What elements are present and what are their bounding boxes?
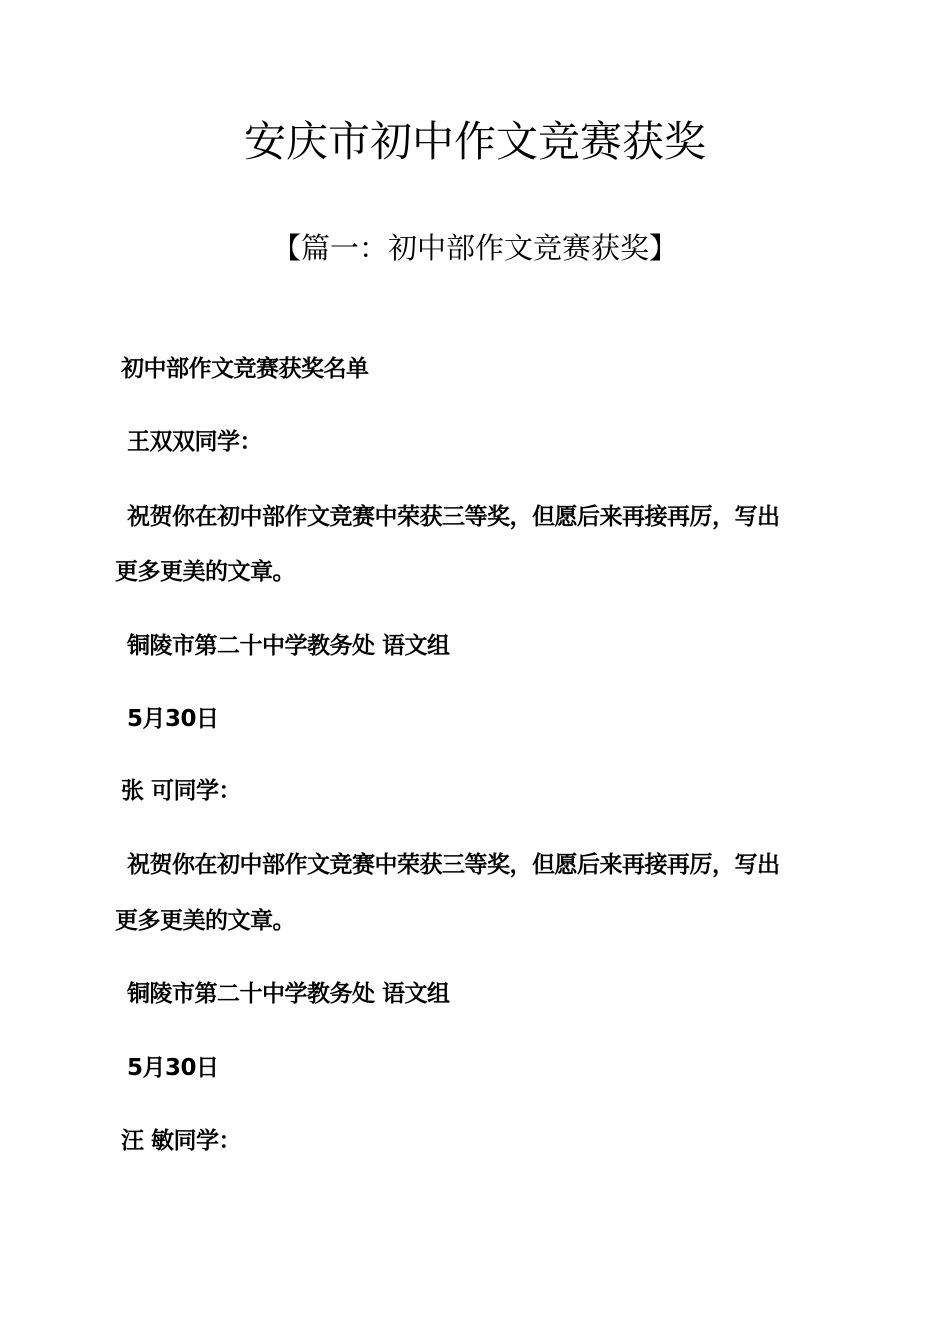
- recipient-name: 张 可同学：: [121, 778, 242, 804]
- issue-date: 5月30日: [127, 706, 219, 732]
- congratulation-message-continued: 更多更美的文章。: [115, 559, 295, 585]
- issuing-organization: 铜陵市第二十中学教务处 语文组: [127, 633, 450, 659]
- issuing-organization: 铜陵市第二十中学教务处 语文组: [127, 981, 450, 1007]
- issue-date: 5月30日: [127, 1055, 219, 1081]
- document-subtitle: 【篇一：初中部作文竞赛获奖】: [271, 231, 678, 265]
- recipient-name: 汪 敏同学：: [121, 1128, 242, 1154]
- document-title: 安庆市初中作文竞赛获奖: [243, 117, 706, 166]
- congratulation-message-continued: 更多更美的文章。: [115, 908, 295, 934]
- award-list-heading: 初中部作文竞赛获奖名单: [121, 356, 369, 382]
- congratulation-message: 祝贺你在初中部作文竞赛中荣获三等奖，但愿后来再接再厉，写出: [127, 504, 780, 530]
- recipient-name: 王双双同学：: [127, 429, 262, 455]
- congratulation-message: 祝贺你在初中部作文竞赛中荣获三等奖，但愿后来再接再厉，写出: [127, 852, 780, 878]
